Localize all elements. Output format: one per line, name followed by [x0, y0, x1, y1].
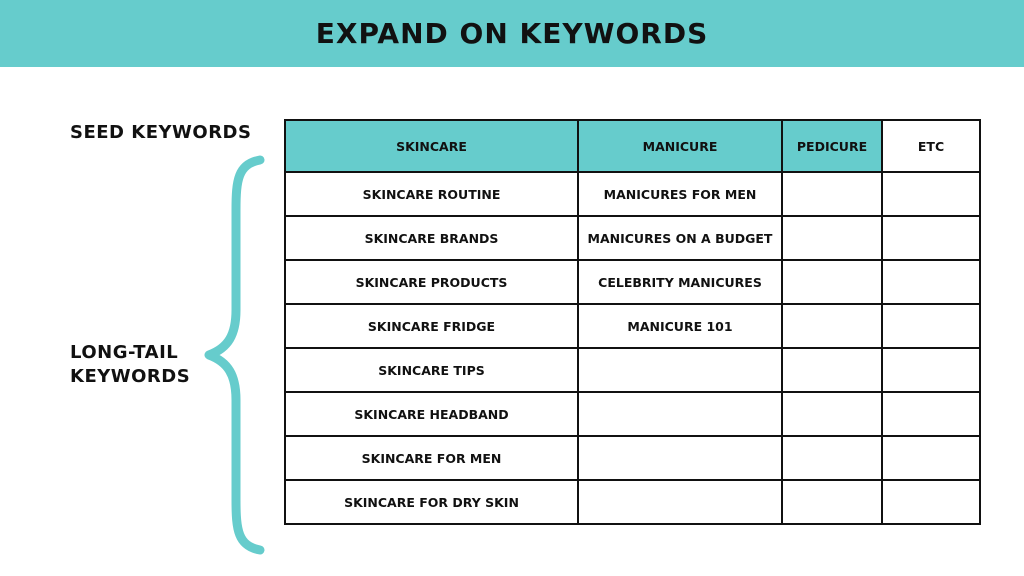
table-cell: SKINCARE HEADBAND — [285, 392, 578, 436]
table-cell — [782, 480, 882, 524]
table-row — [285, 216, 980, 260]
curly-brace-icon — [200, 150, 270, 562]
table-cell — [882, 172, 980, 216]
seed-header-row — [285, 120, 980, 172]
header-pedicure: PEDICURE — [782, 120, 882, 172]
table-cell: CELEBRITY MANICURES — [578, 260, 782, 304]
table-cell: SKINCARE FOR DRY SKIN — [285, 480, 578, 524]
table-cell: SKINCARE TIPS — [285, 348, 578, 392]
table-cell — [578, 436, 782, 480]
long-tail-label-line1: LONG-TAIL — [70, 342, 179, 363]
seed-keywords-label: SEED KEYWORDS — [70, 122, 252, 143]
table-cell: MANICURE 101 — [578, 304, 782, 348]
table-cell — [578, 348, 782, 392]
header-skincare: SKINCARE — [285, 120, 578, 172]
keyword-table — [284, 119, 981, 525]
table-cell: SKINCARE ROUTINE — [285, 172, 578, 216]
table-cell: SKINCARE BRANDS — [285, 216, 578, 260]
header-manicure: MANICURE — [578, 120, 782, 172]
long-tail-keywords-label — [70, 341, 190, 389]
table-row — [285, 348, 980, 392]
table-cell: MANICURES FOR MEN — [578, 172, 782, 216]
table-cell: SKINCARE FRIDGE — [285, 304, 578, 348]
table-cell — [882, 436, 980, 480]
table-cell — [782, 260, 882, 304]
table-cell — [782, 392, 882, 436]
long-tail-label-line2: KEYWORDS — [70, 366, 191, 387]
table-cell — [782, 304, 882, 348]
table-row — [285, 436, 980, 480]
table-cell — [882, 216, 980, 260]
table-cell: SKINCARE PRODUCTS — [285, 260, 578, 304]
table-cell — [782, 348, 882, 392]
table-cell — [882, 348, 980, 392]
table-cell — [782, 436, 882, 480]
table-cell: SKINCARE FOR MEN — [285, 436, 578, 480]
table-row — [285, 260, 980, 304]
table-cell — [782, 172, 882, 216]
table-cell — [882, 260, 980, 304]
table-cell — [882, 480, 980, 524]
header-etc: ETC — [882, 120, 980, 172]
table-row — [285, 480, 980, 524]
table-cell — [882, 304, 980, 348]
table-row — [285, 172, 980, 216]
table-cell: MANICURES ON A BUDGET — [578, 216, 782, 260]
table-cell — [882, 392, 980, 436]
title-banner — [0, 0, 1024, 67]
table-row — [285, 304, 980, 348]
table-row — [285, 392, 980, 436]
table-cell — [782, 216, 882, 260]
table-cell — [578, 392, 782, 436]
table-cell — [578, 480, 782, 524]
page-title: EXPAND ON KEYWORDS — [315, 17, 709, 50]
